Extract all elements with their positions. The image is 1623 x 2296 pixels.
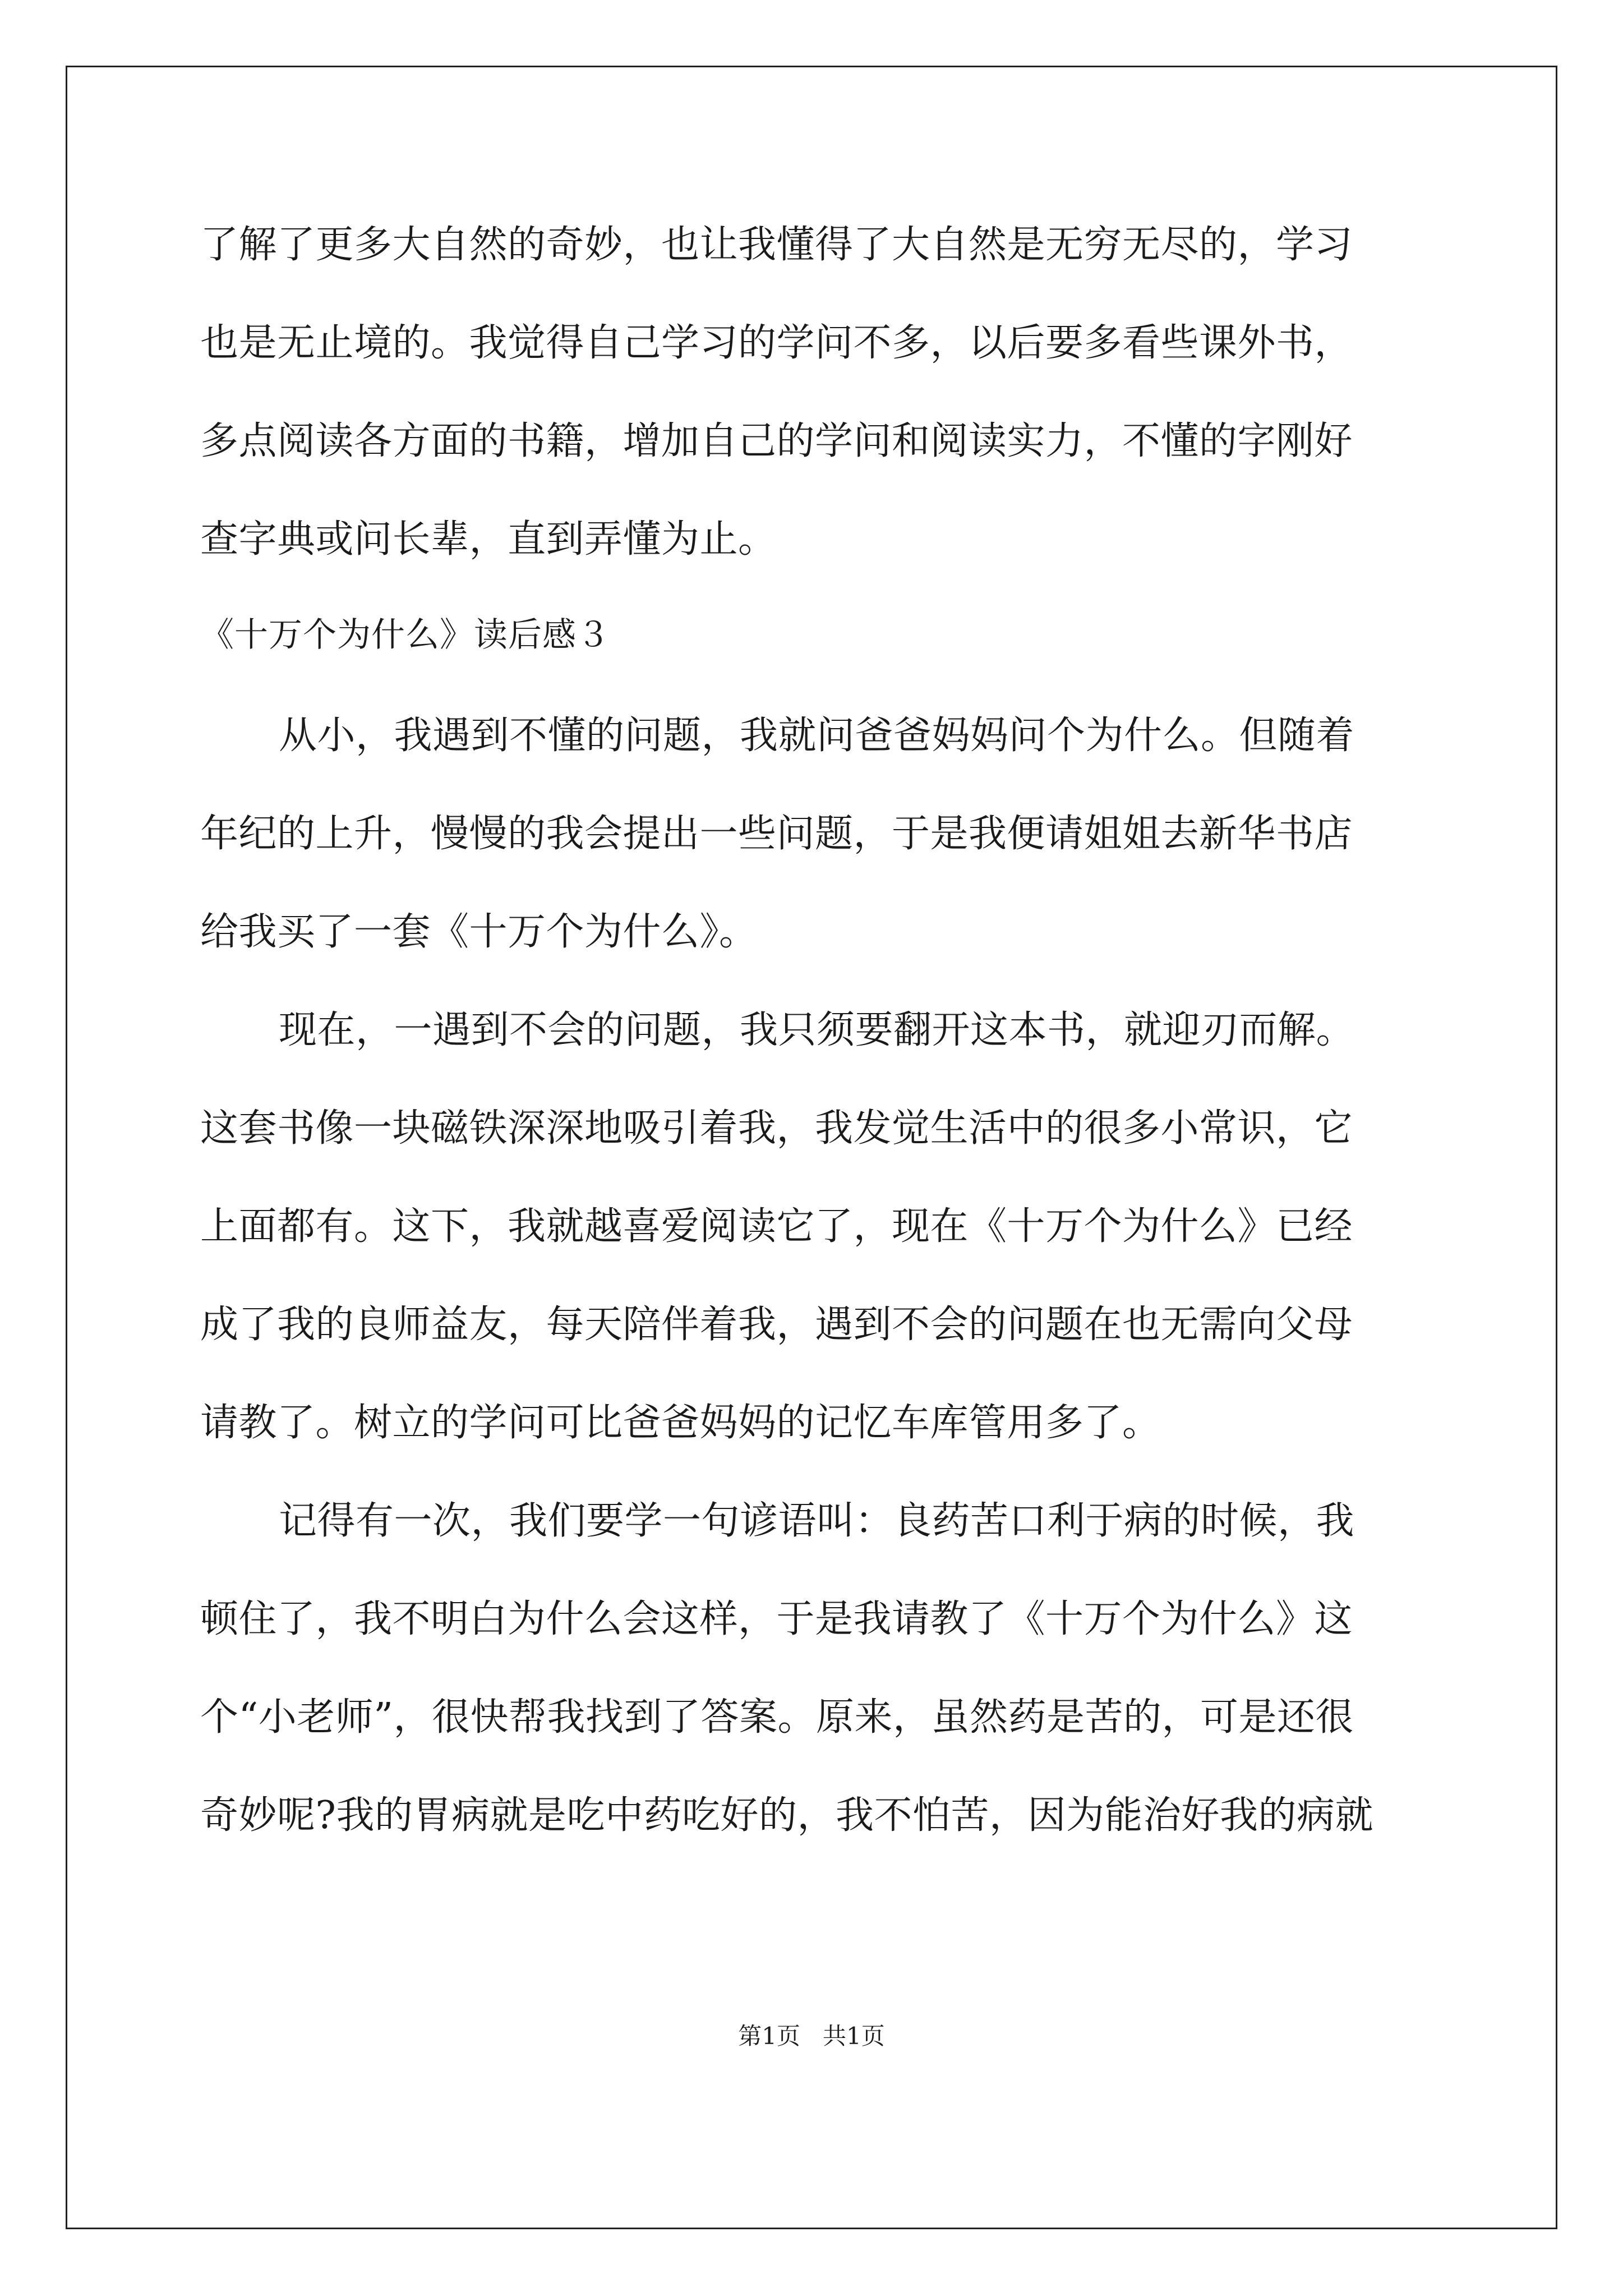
body-line: 上面都有。这下，我就越喜爱阅读它了，现在《十万个为什么》已经 (200, 1204, 1353, 1249)
body-line: 年纪的上升，慢慢的我会提出一些问题，于是我便请姐姐去新华书店 (200, 812, 1353, 856)
body-line: 个“小老师”，很快帮我找到了答案。原来，虽然药是苦的，可是还很 (200, 1695, 1354, 1740)
body-line: 给我买了一套《十万个为什么》。 (200, 910, 758, 954)
body-line: 了解了更多大自然的奇妙，也让我懂得了大自然是无穷无尽的，学习 (200, 223, 1353, 267)
body-line: 查字典或问长辈，直到弄懂为止。 (200, 517, 777, 562)
body-line: 顿住了，我不明白为什么会这样，于是我请教了《十万个为什么》这 (200, 1597, 1353, 1641)
body-line: 多点阅读各方面的书籍，增加自己的学问和阅读实力，不懂的字刚好 (200, 419, 1353, 463)
body-line: 现在，一遇到不会的问题，我只须要翻开这本书，就迎刃而解。 (279, 1008, 1355, 1052)
body-line: 成了我的良师益友，每天陪伴着我，遇到不会的问题在也无需向父母 (200, 1303, 1353, 1347)
body-line: 请教了。树立的学问可比爸爸妈妈的记忆车库管用多了。 (200, 1401, 1161, 1445)
body-line: 奇妙呢?我的胃病就是吃中药吃好的，我不怕苦，因为能治好我的病就 (200, 1793, 1373, 1838)
body-line: 这套书像一块磁铁深深地吸引着我，我发觉生活中的很多小常识，它 (200, 1106, 1353, 1151)
body-line: 也是无止境的。我觉得自己学习的学问不多，以后要多看些课外书， (200, 321, 1353, 365)
page-footer: 第1页 共1页 (738, 2022, 885, 2050)
section-title: 《十万个为什么》读后感３ (200, 615, 611, 655)
body-line: 从小，我遇到不懂的问题，我就问爸爸妈妈问个为什么。但随着 (279, 714, 1355, 758)
body-line: 记得有一次，我们要学一句谚语叫：良药苦口利于病的时候，我 (279, 1499, 1355, 1543)
